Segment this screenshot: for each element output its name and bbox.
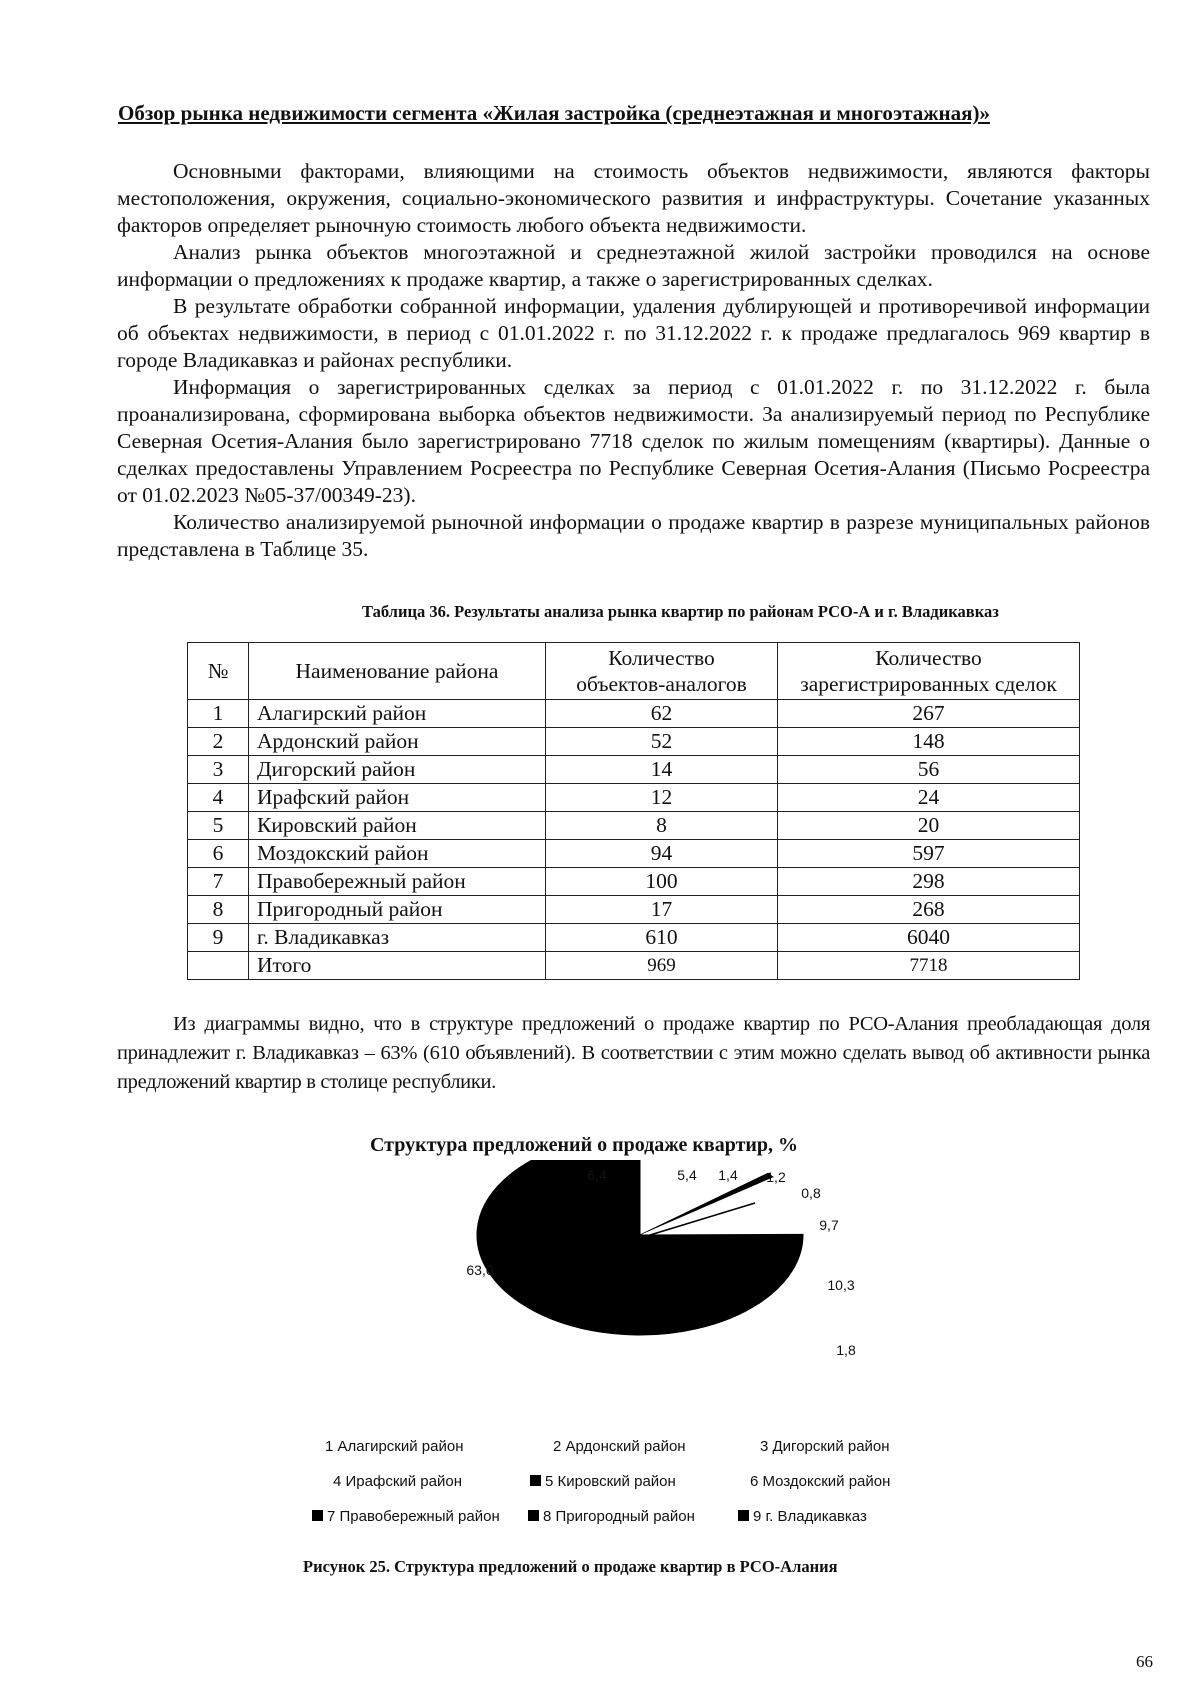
- legend-item: [540, 1438, 686, 1455]
- cell-num: 1: [188, 700, 249, 728]
- header-num: №: [188, 643, 249, 700]
- page-number: 66: [1136, 1652, 1153, 1671]
- table-row: [188, 700, 1080, 728]
- cell-num: 7: [188, 868, 249, 896]
- header-objects-line2: объектов-аналогов: [576, 672, 747, 696]
- pie-data-label: 1,8: [836, 1342, 856, 1358]
- legend-row: [300, 1473, 950, 1508]
- table-total-row: [188, 952, 1080, 980]
- legend-label: 6 Моздокский район: [750, 1473, 891, 1490]
- cell-name: Ирафский район: [249, 784, 546, 812]
- cell-num: 2: [188, 728, 249, 756]
- legend-swatch-5: [530, 1475, 541, 1486]
- header-objects: [546, 643, 778, 700]
- cell-num: 5: [188, 812, 249, 840]
- pie-data-label: 9,7: [819, 1217, 839, 1233]
- paragraph: В результате обработки собранной информации, удаления дублирующей и противоречивой информации об объектах недвижимости, в период с 01.01.2022 г. по 31.12.2022 г. к продаже предлагалось 969 квартир в городе Владикавказ и районах республики.: [117, 294, 1150, 372]
- cell-name: Кировский район: [249, 812, 546, 840]
- pie-data-label: 10,3: [827, 1277, 855, 1293]
- pie-data-label: 5,4: [677, 1167, 697, 1183]
- cell-deals: 20: [778, 812, 1080, 840]
- legend-label: 2 Ардонский район: [553, 1438, 686, 1455]
- legend-swatch-1: [312, 1442, 321, 1451]
- cell-num: 3: [188, 756, 249, 784]
- paragraph: Анализ рынка объектов многоэтажной и среднеэтажной жилой застройки проводился на основе информации о предложениях к продаже квартир, а также о зарегистрированных сделках.: [117, 240, 1150, 291]
- table-row: [188, 728, 1080, 756]
- legend-item: [312, 1508, 500, 1525]
- cell-objects: 62: [546, 700, 778, 728]
- paragraph: Информация о зарегистрированных сделках за период с 01.01.2022 г. по 31.12.2022 г. была проанализирована, сформирована выборка объектов недвижимости. За анализируемый период по Республике Северная Осетия-Алания было зарегистрировано 7718 сделок по жилым помещениям (квартиры). Данные о сделках предоставлены Управлением Росреестра по Республике Северная Осетия-Алания (Письмо Росреестра от 01.02.2023 №05-37/00349-23).: [117, 375, 1150, 507]
- cell-num: 9: [188, 924, 249, 952]
- table-row: [188, 868, 1080, 896]
- cell-num: 4: [188, 784, 249, 812]
- cell-name: Правобережный район: [249, 868, 546, 896]
- intro-text: [117, 158, 1150, 563]
- cell-objects: 12: [546, 784, 778, 812]
- cell-name: Дигорский район: [249, 756, 546, 784]
- pie-data-label: 63,0: [466, 1262, 494, 1278]
- legend-swatch-7: [312, 1510, 323, 1521]
- legend-swatch-8: [528, 1510, 539, 1521]
- header-deals: [778, 643, 1080, 700]
- legend-item: [312, 1438, 463, 1455]
- paragraph: Из диаграммы видно, что в структуре предложений о продаже квартир по РСО-Алания преобладающая доля принадлежит г. Владикавказ – 63% (610 объявлений). В соответствии с этим можно сделать вывод об активности рынка предложений квартир в столице республики.: [117, 1013, 1150, 1093]
- page-heading: Обзор рынка недвижимости сегмента «Жилая застройка (среднеэтажная и многоэтажная)»: [118, 101, 990, 125]
- cell-name: Алагирский район: [249, 700, 546, 728]
- chart-legend: [300, 1438, 950, 1543]
- paragraph: Количество анализируемой рыночной информации о продаже квартир в разрезе муниципальных районов представлена в Таблице 35.: [117, 510, 1150, 561]
- pie-chart: [360, 1160, 860, 1430]
- header-name: Наименование района: [249, 643, 546, 700]
- legend-item: [528, 1508, 695, 1525]
- legend-label: 4 Ирафский район: [333, 1473, 462, 1490]
- analysis-text: [117, 1010, 1150, 1097]
- cell-objects: 94: [546, 840, 778, 868]
- cell-name: Пригородный район: [249, 896, 546, 924]
- cell-deals: 56: [778, 756, 1080, 784]
- table-row: [188, 924, 1080, 952]
- cell-total-label: Итого: [249, 952, 546, 980]
- legend-swatch-4: [320, 1477, 329, 1486]
- chart-title: Структура предложений о продаже квартир, %: [370, 1134, 799, 1156]
- cell-objects: 52: [546, 728, 778, 756]
- legend-row: [300, 1508, 950, 1543]
- legend-label: 5 Кировский район: [545, 1473, 676, 1490]
- table-caption: Таблица 36. Результаты анализа рынка квартир по районам РСО-А и г. Владикавказ: [362, 602, 999, 621]
- cell-num: 6: [188, 840, 249, 868]
- cell-deals: 24: [778, 784, 1080, 812]
- table-header-row: [188, 643, 1080, 700]
- cell-objects: 8: [546, 812, 778, 840]
- cell-objects: 610: [546, 924, 778, 952]
- header-objects-line1: Количество: [608, 646, 715, 670]
- legend-item: [737, 1473, 890, 1490]
- legend-swatch-2: [540, 1442, 549, 1451]
- legend-row: [300, 1438, 950, 1473]
- cell-deals: 597: [778, 840, 1080, 868]
- header-deals-line1: Количество: [875, 646, 982, 670]
- cell-total-objects: 969: [546, 952, 778, 980]
- table-row: [188, 896, 1080, 924]
- district-table: [187, 642, 1080, 980]
- table-row: [188, 784, 1080, 812]
- cell-deals: 6040: [778, 924, 1080, 952]
- table-row: [188, 840, 1080, 868]
- legend-swatch-6: [737, 1477, 746, 1486]
- legend-item: [738, 1508, 867, 1525]
- pie-data-label: 1,4: [718, 1167, 738, 1183]
- cell-total-deals: 7718: [778, 952, 1080, 980]
- cell-deals: 268: [778, 896, 1080, 924]
- cell-name: Моздокский район: [249, 840, 546, 868]
- paragraph: Основными факторами, влияющими на стоимость объектов недвижимости, являются факторы местоположения, окружения, социально-экономического развития и инфраструктуры. Сочетание указанных факторов определяет рыночную стоимость любого объекта недвижимости.: [117, 159, 1150, 237]
- legend-label: 3 Дигорский район: [760, 1438, 890, 1455]
- figure-caption: Рисунок 25. Структура предложений о продаже квартир в РСО-Алания: [303, 1557, 838, 1576]
- header-deals-line2: зарегистрированных сделок: [800, 672, 1057, 696]
- legend-swatch-9: [738, 1510, 749, 1521]
- legend-label: 1 Алагирский район: [325, 1438, 464, 1455]
- pie-data-label: 1,2: [766, 1169, 786, 1185]
- cell-deals: 148: [778, 728, 1080, 756]
- legend-swatch-3: [747, 1442, 756, 1451]
- cell-objects: 17: [546, 896, 778, 924]
- legend-item: [747, 1438, 890, 1455]
- cell-objects: 100: [546, 868, 778, 896]
- legend-item: [530, 1473, 676, 1490]
- legend-item: [320, 1473, 462, 1490]
- legend-label: 7 Правобережный район: [327, 1508, 500, 1525]
- cell-name: Ардонский район: [249, 728, 546, 756]
- legend-label: 9 г. Владикавказ: [753, 1508, 867, 1525]
- cell-num: [188, 952, 249, 980]
- table-row: [188, 812, 1080, 840]
- cell-num: 8: [188, 896, 249, 924]
- cell-objects: 14: [546, 756, 778, 784]
- legend-label: 8 Пригородный район: [543, 1508, 695, 1525]
- cell-deals: 298: [778, 868, 1080, 896]
- table-row: [188, 756, 1080, 784]
- pie-data-label: 0,8: [801, 1185, 821, 1201]
- cell-deals: 267: [778, 700, 1080, 728]
- cell-name: г. Владикавказ: [249, 924, 546, 952]
- pie-data-label: 6,4: [587, 1167, 607, 1183]
